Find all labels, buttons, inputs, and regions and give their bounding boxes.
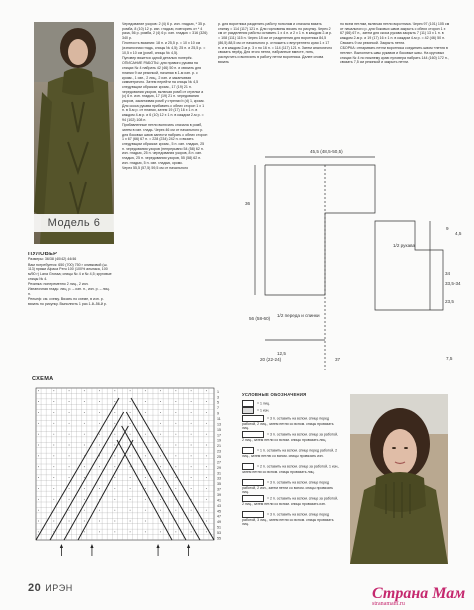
row-number: 17: [217, 433, 221, 438]
purl-dot: [206, 521, 207, 522]
schema-heading: СХЕМА: [32, 376, 54, 382]
purl-dot: [38, 401, 39, 402]
purl-dot: [99, 477, 100, 478]
purl-dot: [84, 531, 85, 532]
purl-dot: [53, 412, 54, 413]
purl-dot: [114, 531, 115, 532]
purl-dot: [69, 401, 70, 402]
dim-height-left: 36: [245, 201, 251, 206]
purl-dot: [206, 488, 207, 489]
purl-dot: [160, 510, 161, 511]
purl-dot: [160, 499, 161, 500]
legend-row: = 1 лиц.: [242, 400, 340, 407]
purl-dot: [145, 477, 146, 478]
purl-dot: [38, 477, 39, 478]
legend-row: = 2 п. оставить на вспом. спице за работой, 1 изн., затем петли со вспом. спицы провязать лиц.: [242, 464, 340, 474]
purl-dot: [175, 531, 176, 532]
paragraph: Размеры: 36/38 (40/42) 44/46: [28, 257, 77, 262]
cable-left-icon: [242, 415, 264, 422]
purl-dot: [69, 477, 70, 478]
paragraph: Резинка: попеременно 2 лиц., 2 изн.: [28, 282, 89, 286]
knit-symbol-icon: [242, 400, 254, 407]
cable-wide-icon: [242, 511, 264, 518]
purl-dot: [191, 510, 192, 511]
row-number: 23: [217, 449, 221, 454]
row-number: 7: [217, 406, 219, 411]
purl-dot: [191, 390, 192, 391]
model-label: Модель 6: [34, 214, 114, 232]
paragraph: Чередование узоров: 2 (4) 6 р. изн. гладью, * 35 р. ромба, 8 (10) 12 р. изн. гладью, повторить от * 4 раза, 56 р. ромба, 2 (4) 6 р. изн. гладью = 316 (326) 340 р.: [122, 22, 208, 41]
purl-dot: [206, 423, 207, 424]
paragraph: Плотность вязания: 18 п. и 25,5 р. = 10 х 10 см (изнаночная гладь, спицы № 4,5); 25 п. и 25,5 р. = 10,5 х 10 см (ромб, спицы № 4,5).: [122, 41, 206, 55]
paragraph: Прибавленные петли включать сначала в ромб, затем в изн. гладь. Через 46 см от начального р. для боковых швов занести набрать с обеих сторон 1 х 67 (66) 67 п. = 228 (234) 242 п. и вязать следующим образом: кромк., 5 п. изн. гладью, 25 п. чередования узоров (непрерывно 54 (58) 62 п. изн. гладью, 25 п. чередования узоров, 8 п. изн. гладью, 25 п. чередования узоров, 55 (58) 62 п. изн. гладью, 5 п. изн. гладью, кромк.: [122, 123, 208, 165]
purl-dot: [191, 401, 192, 402]
row-number: 41: [217, 498, 221, 503]
watermark-text: Страна Мам: [372, 585, 466, 602]
row-number: 9: [217, 411, 219, 416]
dim-sleeve-h2: 33,5-34: [445, 281, 461, 286]
purl-dot: [130, 488, 131, 489]
pattern-diagram-svg: [215, 135, 470, 373]
arrow-head-icon: [156, 544, 159, 548]
watermark-logo: [372, 585, 465, 607]
row-number: 5: [217, 400, 219, 405]
purl-dot: [69, 455, 70, 456]
purl-dot: [53, 499, 54, 500]
text-column-3: [218, 22, 333, 132]
row-number: 15: [217, 427, 221, 432]
purl-dot: [175, 390, 176, 391]
purl-dot: [38, 423, 39, 424]
purl-dot: [130, 521, 131, 522]
paragraph: р. для воротника разделить работу пополам и сначала вязать спинку = 114 (117) 121 п. Для горловины вязать по рисунку. Через 2 см от разделения работы оставить 1 х 4 п. и 2 х 1 п. в каждом 2-м р. = 108 (111) 115 п. Через 18 см от разделения для воротника 84,5 (86,5) 88,5 см от начального р. отложить с внутреннего края 1 х 17 п. и в каждом 2-м р. 3 х по 16 п. = 114 (117) 121 п. Затем аналогично связать перёд. Для этого петли, набранные вместе, нить, распустить и включить в работу петли воротника. Далее снова вязать: [218, 22, 333, 64]
purl-dot: [191, 531, 192, 532]
purl-dot: [191, 412, 192, 413]
purl-dot: [99, 531, 100, 532]
row-number: 55: [217, 536, 221, 541]
purl-dot: [114, 423, 115, 424]
dim-lower-left: 56 (58-60): [249, 316, 271, 321]
legend-row: = 1 изн.: [242, 407, 340, 414]
purl-dot: [175, 434, 176, 435]
purl-dot: [130, 499, 131, 500]
purl-dot: [84, 390, 85, 391]
purl-dot: [206, 455, 207, 456]
purl-dot: [175, 401, 176, 402]
purl-dot: [160, 390, 161, 391]
paragraph: по всем петлям, включая петли воротника. Через 97 (101) 105 см от начального р. для боковых швов закрыть с обеих сторон 1 х 67 (66) 67 п., затем для скоса рукава закрыть 7 (11) 13 х 1 п. в каждом 2-м р. и 19 (17) 16 х 1 п. в каждом 4-м р. = 42 (46) 50 п. Связать 9 см резинкой. Закрыть петли.: [340, 22, 450, 45]
purl-dot: [84, 423, 85, 424]
purl-dot: [206, 401, 207, 402]
purl-dot: [175, 477, 176, 478]
legend-row: = 2 п. оставить на вспом. спице за работой, 2 лиц., затем петли со вспом. спицы провязать изн.: [242, 496, 339, 506]
row-number: 49: [217, 520, 221, 525]
paragraph: Через 55,5 (57,5) 59,5 см от начального: [122, 166, 189, 171]
purl-dot: [84, 445, 85, 446]
purl-dot: [38, 412, 39, 413]
row-number: 11: [217, 416, 221, 421]
purl-dot: [145, 401, 146, 402]
purl-dot: [114, 477, 115, 478]
cable-purl-right-icon: [242, 495, 264, 502]
purl-dot: [160, 434, 161, 435]
cross-right-icon: [242, 463, 254, 470]
purl-dot: [191, 434, 192, 435]
purl-dot: [53, 477, 54, 478]
purl-dot: [84, 488, 85, 489]
purl-dot: [191, 477, 192, 478]
row-number: 25: [217, 454, 221, 459]
purl-dot: [84, 434, 85, 435]
purl-dot: [53, 445, 54, 446]
paragraph: Изнаночная гладь: лиц. р. – изн. п., изн. р. – лиц. п.: [28, 287, 110, 296]
purl-dot: [160, 401, 161, 402]
purl-dot: [175, 423, 176, 424]
purl-dot: [145, 445, 146, 446]
paragraph: Рельеф: см. схему. Вязать по схеме, в изн. р. вязать по рисунку. Выполнить 1 раз 1-й–56-й р.: [28, 297, 107, 306]
purl-dot: [84, 412, 85, 413]
purl-dot: [99, 412, 100, 413]
text-column-2: [122, 22, 208, 372]
paragraph: СБОРКА: отпаривать петли воротника соединить швом «петля в петлю». Выполнить швы рукавов и боковые швы. На круговых спицах № 4 по нижнему краю пуловера набрать 144 (160) 172 п., связать 7,5 см резинкой и закрыть петли.: [340, 46, 449, 65]
magazine-name: ИРЭН: [45, 583, 73, 593]
knit-chart-grid: [32, 384, 236, 566]
purl-dot: [99, 434, 100, 435]
dim-width-top: 45,5 (48,5-50,5): [310, 149, 343, 154]
purl-dot: [206, 390, 207, 391]
purl-dot: [69, 521, 70, 522]
purl-dot: [130, 477, 131, 478]
purl-dot: [53, 488, 54, 489]
purl-dot: [191, 423, 192, 424]
row-number: 27: [217, 460, 221, 465]
purl-dot: [130, 466, 131, 467]
purl-dot: [69, 488, 70, 489]
purl-dot: [130, 510, 131, 511]
arrow-head-icon: [60, 544, 63, 548]
knit-chart: [32, 384, 236, 566]
purl-dot: [84, 499, 85, 500]
purl-dot: [99, 488, 100, 489]
purl-dot: [145, 390, 146, 391]
purl-dot: [114, 401, 115, 402]
purl-dot: [84, 455, 85, 456]
arrow-head-icon: [90, 544, 93, 548]
purl-dot: [160, 455, 161, 456]
purl-dot: [84, 401, 85, 402]
legend-row: = 3 п. оставить на вспом. спице перед работой, 3 лиц., затем петли со вспом. спицы провязать лиц.: [242, 512, 334, 527]
purl-dot: [84, 521, 85, 522]
purl-dot: [206, 477, 207, 478]
dim-sleeve-top-2: 4,5: [455, 231, 462, 236]
purl-dot: [191, 521, 192, 522]
purl-dot: [114, 521, 115, 522]
purl-dot: [114, 455, 115, 456]
purl-dot: [69, 445, 70, 446]
purl-dot: [114, 510, 115, 511]
purl-dot: [114, 488, 115, 489]
purl-dot: [206, 510, 207, 511]
watermark-sub: stranamam.ru: [372, 601, 405, 607]
purl-dot: [160, 488, 161, 489]
purl-dot: [84, 466, 85, 467]
sleeve-label: 1/2 рукава: [393, 243, 416, 248]
purl-dot: [99, 445, 100, 446]
purl-dot: [53, 434, 54, 435]
purl-dot: [130, 423, 131, 424]
purl-dot: [99, 455, 100, 456]
page-number: 20: [28, 582, 42, 594]
paragraph: Пуловер вяжется одной деталью поперёк.: [122, 56, 193, 61]
text-column-4: [340, 22, 450, 132]
purl-dot: [69, 423, 70, 424]
row-number: 35: [217, 482, 221, 487]
model-photo-bottom-image: [350, 394, 448, 564]
purl-dot: [114, 390, 115, 391]
purl-dot: [145, 466, 146, 467]
purl-dot: [69, 390, 70, 391]
row-number: 21: [217, 444, 221, 449]
purl-dot: [175, 499, 176, 500]
paragraph: Вам потребуется: 650 (700) 750 г оливковой (ш. 113) пряжи Alpaca Peru 100 (100% альпака, 100 м/50 г) Lana Grossa; спицы № 4 и № 4,5; круговые спицы № 4.: [28, 262, 112, 281]
cross-left-icon: [242, 447, 254, 454]
purl-dot: [99, 510, 100, 511]
purl-dot: [145, 488, 146, 489]
legend-row: = 3 п. оставить на вспом. спице перед работой, 2 изн., затем петли со вспом. спицы провязать лиц.: [242, 480, 334, 495]
purl-dot: [160, 412, 161, 413]
legend-row: = 3 п. оставить на вспом. спице перед работой, 2 лиц., затем петли со вспом. спицы провязать лиц.: [242, 416, 334, 431]
row-number: 3: [217, 395, 219, 400]
purl-dot: [114, 499, 115, 500]
purl-dot: [53, 521, 54, 522]
purl-dot: [130, 390, 131, 391]
purl-dot: [114, 466, 115, 467]
body-label: 1/2 переда и спинки: [277, 313, 320, 318]
purl-dot: [145, 499, 146, 500]
row-number: 37: [217, 487, 221, 492]
paragraph: ОПИСАНИЕ РАБОТЫ: для правого рукава на спицах № 4 набрать 42 (46) 50 п. и связать для планки 9 см резинкой, начиная в 1-м изн. р. с кромк., 1 изн., 2 лиц., 2 изн. и заканчивая симметрично. Затем перейти на спицы № 4,5 следующим образом: кромк., 17 (19) 21 п. чередования узоров, включая ромб от стрелки а (с) 6 п. изн. гладью, 17 (19) 21 п. чередования узоров, заканчивая ромб у стрелки b (d) 1, кромк. Для скоса рукава прибавить с обеих сторон 1 х 1 п. в 5-м р. от планки, затем 19 (17) 16 х 1 п. в каждом 4-м р. и 6 (10) 12 х 1 п. в каждом 2-м р. = 94 (102) 108 п.: [122, 61, 205, 122]
purl-dot: [69, 531, 70, 532]
row-number: 33: [217, 476, 221, 481]
purl-dot: [114, 434, 115, 435]
purl-dot: [99, 521, 100, 522]
purl-dot: [53, 390, 54, 391]
purl-dot: [206, 445, 207, 446]
dim-12-5: 12,5: [277, 351, 286, 356]
legend-row: = 3 п. оставить на вспом. спице за работой, 2 лиц., затем петли со вспом. спицы провязать лиц.: [242, 432, 339, 442]
model-photo-top: [34, 22, 114, 244]
dim-sleeve-h: 34: [445, 271, 451, 276]
dim-bottom: 20 (22-24): [260, 357, 282, 362]
purl-dot: [99, 499, 100, 500]
purl-dot: [145, 412, 146, 413]
purl-dot: [175, 412, 176, 413]
purl-dot: [175, 466, 176, 467]
purl-dot: [206, 412, 207, 413]
purl-dot: [99, 466, 100, 467]
purl-dot: [191, 445, 192, 446]
row-number: 51: [217, 525, 221, 530]
purl-dot: [160, 521, 161, 522]
purl-dot: [69, 412, 70, 413]
pullover-heading: ПУЛОВЕР: [28, 252, 58, 257]
purl-dot: [130, 412, 131, 413]
purl-dot: [53, 510, 54, 511]
row-number: 47: [217, 514, 221, 519]
purl-dot: [38, 521, 39, 522]
row-number: 1: [217, 389, 219, 394]
purl-dot: [145, 531, 146, 532]
purl-dot: [53, 455, 54, 456]
purl-dot: [175, 445, 176, 446]
dim-bottom-2: 37: [335, 357, 341, 362]
purl-dot: [206, 434, 207, 435]
purl-dot: [53, 401, 54, 402]
purl-dot: [38, 390, 39, 391]
row-number: 53: [217, 530, 221, 535]
purl-dot: [84, 477, 85, 478]
purl-dot: [53, 466, 54, 467]
legend-row: = 1 п. оставить на вспом. спице перед работой, 2 лиц., затем петлю со вспом. спицы провязать изн.: [242, 448, 338, 458]
purl-dot: [206, 499, 207, 500]
purl-dot: [38, 531, 39, 532]
purl-dot: [145, 521, 146, 522]
purl-symbol-icon: [242, 407, 254, 414]
purl-dot: [191, 499, 192, 500]
purl-dot: [114, 412, 115, 413]
purl-dot: [191, 466, 192, 467]
purl-dot: [38, 510, 39, 511]
arrow-head-icon: [187, 544, 190, 548]
row-number: 31: [217, 471, 221, 476]
purl-dot: [175, 455, 176, 456]
purl-dot: [175, 521, 176, 522]
purl-dot: [38, 499, 39, 500]
cable-purl-icon: [242, 479, 264, 486]
purl-dot: [130, 401, 131, 402]
purl-dot: [160, 477, 161, 478]
dim-sleeve-h3: 23,5: [445, 299, 454, 304]
model-photo-top-image: [34, 22, 114, 244]
purl-dot: [130, 445, 131, 446]
purl-dot: [191, 455, 192, 456]
purl-dot: [53, 423, 54, 424]
text-column-1: [28, 252, 112, 372]
purl-dot: [53, 531, 54, 532]
model-photo-bottom: [350, 394, 448, 564]
purl-dot: [69, 466, 70, 467]
purl-dot: [145, 434, 146, 435]
purl-dot: [84, 510, 85, 511]
row-number: 13: [217, 422, 221, 427]
purl-dot: [145, 455, 146, 456]
cable-right-icon: [242, 431, 264, 438]
purl-dot: [114, 445, 115, 446]
legend-heading: УСЛОВНЫЕ ОБОЗНАЧЕНИЯ: [242, 392, 307, 397]
purl-dot: [175, 488, 176, 489]
purl-dot: [38, 466, 39, 467]
dim-bottom-3: 7,5: [446, 356, 453, 361]
row-number: 19: [217, 438, 221, 443]
page-folio: [28, 582, 73, 594]
purl-dot: [160, 423, 161, 424]
purl-dot: [38, 488, 39, 489]
purl-dot: [130, 434, 131, 435]
purl-dot: [69, 510, 70, 511]
purl-dot: [99, 390, 100, 391]
purl-dot: [160, 466, 161, 467]
purl-dot: [206, 466, 207, 467]
purl-dot: [145, 510, 146, 511]
purl-dot: [69, 499, 70, 500]
row-number: 45: [217, 509, 221, 514]
purl-dot: [145, 423, 146, 424]
purl-dot: [38, 445, 39, 446]
row-number: 43: [217, 503, 221, 508]
purl-dot: [38, 455, 39, 456]
purl-dot: [99, 423, 100, 424]
purl-dot: [130, 455, 131, 456]
purl-dot: [130, 531, 131, 532]
purl-dot: [206, 531, 207, 532]
purl-dot: [191, 488, 192, 489]
purl-dot: [160, 445, 161, 446]
row-number: 39: [217, 492, 221, 497]
purl-dot: [160, 531, 161, 532]
purl-dot: [175, 510, 176, 511]
pattern-diagram: [215, 135, 470, 373]
purl-dot: [99, 401, 100, 402]
dim-sleeve-top: 9: [446, 226, 449, 231]
purl-dot: [69, 434, 70, 435]
purl-dot: [38, 434, 39, 435]
row-number: 29: [217, 465, 221, 470]
